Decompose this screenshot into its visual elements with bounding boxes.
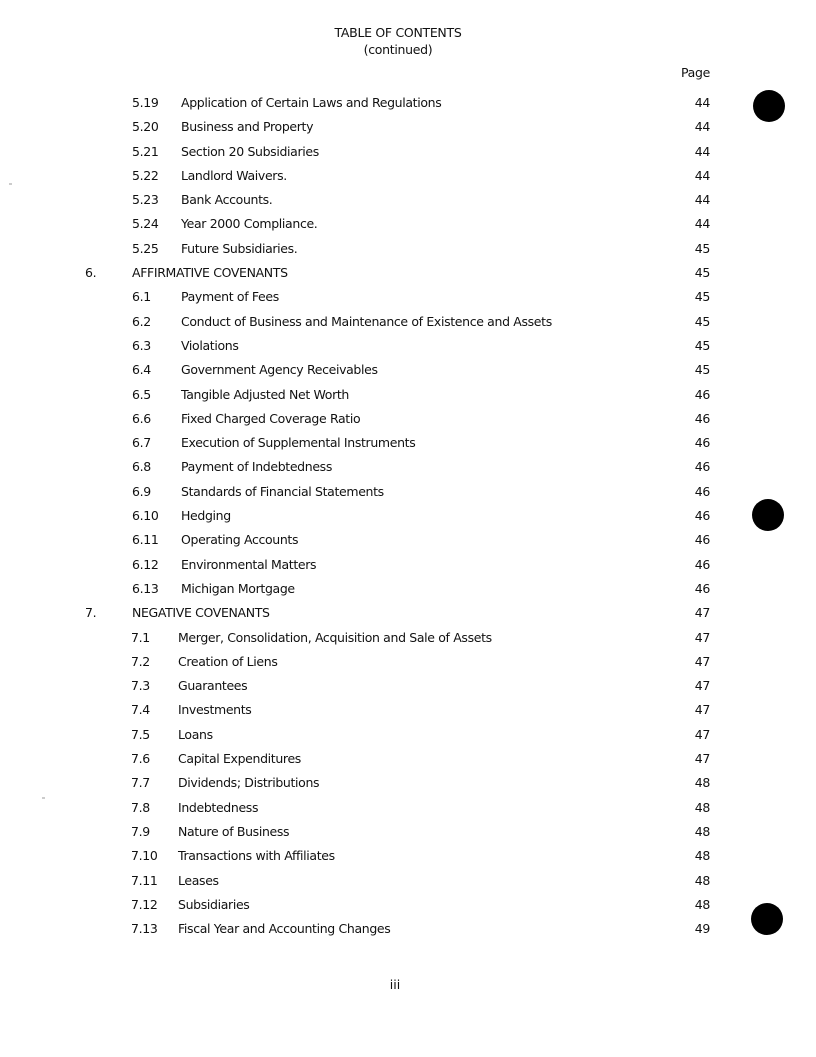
entry-page-number: 46 <box>694 508 710 524</box>
toc-entry-row <box>0 557 816 581</box>
entry-title: Section 20 Subsidiaries <box>181 143 319 159</box>
page-number-footer: iii <box>389 977 401 992</box>
entry-title: Year 2000 Compliance. <box>181 216 318 232</box>
toc-entry-row <box>0 168 816 192</box>
entry-title: Environmental Matters <box>181 556 317 572</box>
toc-entry-row <box>0 459 816 483</box>
entry-title: Leases <box>178 872 219 888</box>
entry-title: Conduct of Business and Maintenance of Existence and Assets <box>181 313 552 329</box>
entry-title: Future Subsidiaries. <box>181 240 298 256</box>
toc-title: TABLE OF CONTENTS <box>334 25 462 40</box>
toc-entry-row <box>0 824 816 848</box>
toc-entry-row <box>0 192 816 216</box>
entry-page-number: 44 <box>694 143 710 159</box>
entry-number: 6.5 <box>132 386 151 402</box>
toc-entry-row <box>0 411 816 435</box>
entry-title: Payment of Indebtedness <box>181 459 333 475</box>
entry-page-number: 44 <box>694 167 710 183</box>
entry-page-number: 48 <box>694 823 710 839</box>
entry-page-number: 45 <box>694 313 710 329</box>
entry-page-number: 47 <box>694 726 710 742</box>
entry-number: 5.24 <box>132 216 159 232</box>
toc-entry-row <box>0 751 816 775</box>
punch-hole-icon <box>752 499 784 531</box>
entry-page-number: 46 <box>694 483 710 499</box>
page-column-header: Page <box>680 65 710 80</box>
entry-title: Hedging <box>181 508 231 524</box>
entry-number: 6.9 <box>132 483 151 499</box>
entry-page-number: 45 <box>694 240 710 256</box>
toc-entry-row <box>0 921 816 945</box>
entry-page-number: 47 <box>694 605 710 621</box>
entry-page-number: 48 <box>694 848 710 864</box>
entry-number: 7.1 <box>131 629 150 645</box>
entry-page-number: 46 <box>694 556 710 572</box>
toc-entry-row <box>0 775 816 799</box>
entry-title: Business and Property <box>181 119 314 135</box>
toc-list <box>0 95 816 945</box>
toc-entry-row <box>0 630 816 654</box>
entry-number: 7.12 <box>131 896 158 912</box>
toc-entry-row <box>0 678 816 702</box>
entry-page-number: 45 <box>694 337 710 353</box>
scan-speck <box>42 797 45 799</box>
entry-number: 6. <box>85 265 97 281</box>
punch-hole-icon <box>751 903 783 935</box>
entry-title: Payment of Fees <box>181 289 279 305</box>
entry-page-number: 44 <box>694 216 710 232</box>
entry-page-number: 44 <box>694 119 710 135</box>
toc-entry-row <box>0 314 816 338</box>
entry-title: Investments <box>178 702 252 718</box>
entry-number: 7.6 <box>131 751 150 767</box>
punch-hole-icon <box>753 90 785 122</box>
entry-number: 5.21 <box>132 143 159 159</box>
entry-number: 7.13 <box>131 921 158 937</box>
entry-number: 7.4 <box>131 702 150 718</box>
entry-number: 5.20 <box>132 119 159 135</box>
toc-section-row <box>0 605 816 629</box>
entry-page-number: 44 <box>694 95 710 110</box>
entry-number: 6.10 <box>132 508 159 524</box>
entry-number: 6.11 <box>132 532 159 548</box>
entry-number: 6.7 <box>132 435 151 451</box>
toc-entry-row <box>0 95 816 119</box>
toc-entry-row <box>0 387 816 411</box>
toc-entry-row <box>0 289 816 313</box>
entry-number: 7.7 <box>131 775 150 791</box>
entry-number: 6.3 <box>132 337 151 353</box>
entry-title: Capital Expenditures <box>178 751 301 767</box>
scan-speck <box>9 183 12 185</box>
entry-number: 6.8 <box>132 459 151 475</box>
entry-number: 7.9 <box>131 823 150 839</box>
entry-title: Government Agency Receivables <box>181 362 378 378</box>
entry-number: 6.13 <box>132 580 159 596</box>
entry-page-number: 47 <box>694 678 710 694</box>
toc-entry-row <box>0 216 816 240</box>
entry-page-number: 48 <box>694 799 710 815</box>
entry-title: Creation of Liens <box>178 653 278 669</box>
toc-entry-row <box>0 435 816 459</box>
entry-title: Merger, Consolidation, Acquisition and Sale of Assets <box>178 629 492 645</box>
entry-page-number: 46 <box>694 410 710 426</box>
entry-title: Nature of Business <box>178 823 290 839</box>
toc-entry-row <box>0 508 816 532</box>
entry-number: 7.8 <box>131 799 150 815</box>
entry-number: 7.5 <box>131 726 150 742</box>
entry-number: 6.4 <box>132 362 151 378</box>
entry-page-number: 47 <box>694 702 710 718</box>
entry-page-number: 45 <box>694 265 710 281</box>
toc-subtitle: (continued) <box>363 42 433 57</box>
entry-number: 6.2 <box>132 313 151 329</box>
entry-page-number: 46 <box>694 580 710 596</box>
toc-entry-row <box>0 338 816 362</box>
entry-number: 7. <box>85 605 97 621</box>
entry-title: Guarantees <box>178 678 248 694</box>
entry-number: 7.2 <box>131 653 150 669</box>
toc-entry-row <box>0 897 816 921</box>
entry-title: Fixed Charged Coverage Ratio <box>181 410 361 426</box>
entry-page-number: 45 <box>694 289 710 305</box>
entry-page-number: 47 <box>694 751 710 767</box>
toc-entry-row <box>0 241 816 265</box>
entry-title: Fiscal Year and Accounting Changes <box>178 921 391 937</box>
entry-title: Indebtedness <box>178 799 259 815</box>
entry-number: 6.12 <box>132 556 159 572</box>
entry-title: Transactions with Affiliates <box>178 848 335 864</box>
entry-number: 7.3 <box>131 678 150 694</box>
entry-title: NEGATIVE COVENANTS <box>132 605 270 621</box>
toc-entry-row <box>0 144 816 168</box>
toc-entry-row <box>0 727 816 751</box>
entry-page-number: 47 <box>694 653 710 669</box>
toc-entry-row <box>0 654 816 678</box>
entry-number: 6.6 <box>132 410 151 426</box>
entry-page-number: 46 <box>694 532 710 548</box>
toc-section-row <box>0 265 816 289</box>
entry-page-number: 49 <box>694 921 710 937</box>
entry-title: Operating Accounts <box>181 532 299 548</box>
entry-title: Loans <box>178 726 213 742</box>
entry-title: Execution of Supplemental Instruments <box>181 435 416 451</box>
entry-number: 6.1 <box>132 289 151 305</box>
toc-entry-row <box>0 484 816 508</box>
toc-entry-row <box>0 581 816 605</box>
entry-page-number: 48 <box>694 775 710 791</box>
toc-entry-row <box>0 800 816 824</box>
entry-title: Bank Accounts. <box>181 192 273 208</box>
entry-title: Dividends; Distributions <box>178 775 320 791</box>
entry-page-number: 48 <box>694 872 710 888</box>
toc-entry-row <box>0 848 816 872</box>
entry-number: 5.22 <box>132 167 159 183</box>
toc-entry-row <box>0 362 816 386</box>
entry-number: 5.25 <box>132 240 159 256</box>
toc-entry-row <box>0 532 816 556</box>
entry-title: Michigan Mortgage <box>181 580 295 596</box>
toc-entry-row <box>0 702 816 726</box>
entry-title: Violations <box>181 337 239 353</box>
entry-title: AFFIRMATIVE COVENANTS <box>132 265 288 281</box>
entry-page-number: 48 <box>694 896 710 912</box>
entry-title: Standards of Financial Statements <box>181 483 384 499</box>
entry-number: 7.10 <box>131 848 158 864</box>
entry-number: 5.23 <box>132 192 159 208</box>
entry-page-number: 46 <box>694 386 710 402</box>
entry-number: 5.19 <box>132 95 159 110</box>
toc-entry-row <box>0 873 816 897</box>
entry-title: Subsidiaries <box>178 896 250 912</box>
entry-title: Landlord Waivers. <box>181 167 287 183</box>
entry-title: Tangible Adjusted Net Worth <box>181 386 350 402</box>
entry-page-number: 44 <box>694 192 710 208</box>
entry-page-number: 46 <box>694 435 710 451</box>
entry-page-number: 45 <box>694 362 710 378</box>
entry-number: 7.11 <box>131 872 158 888</box>
toc-entry-row <box>0 119 816 143</box>
entry-page-number: 46 <box>694 459 710 475</box>
entry-page-number: 47 <box>694 629 710 645</box>
entry-title: Application of Certain Laws and Regulations <box>181 95 442 110</box>
